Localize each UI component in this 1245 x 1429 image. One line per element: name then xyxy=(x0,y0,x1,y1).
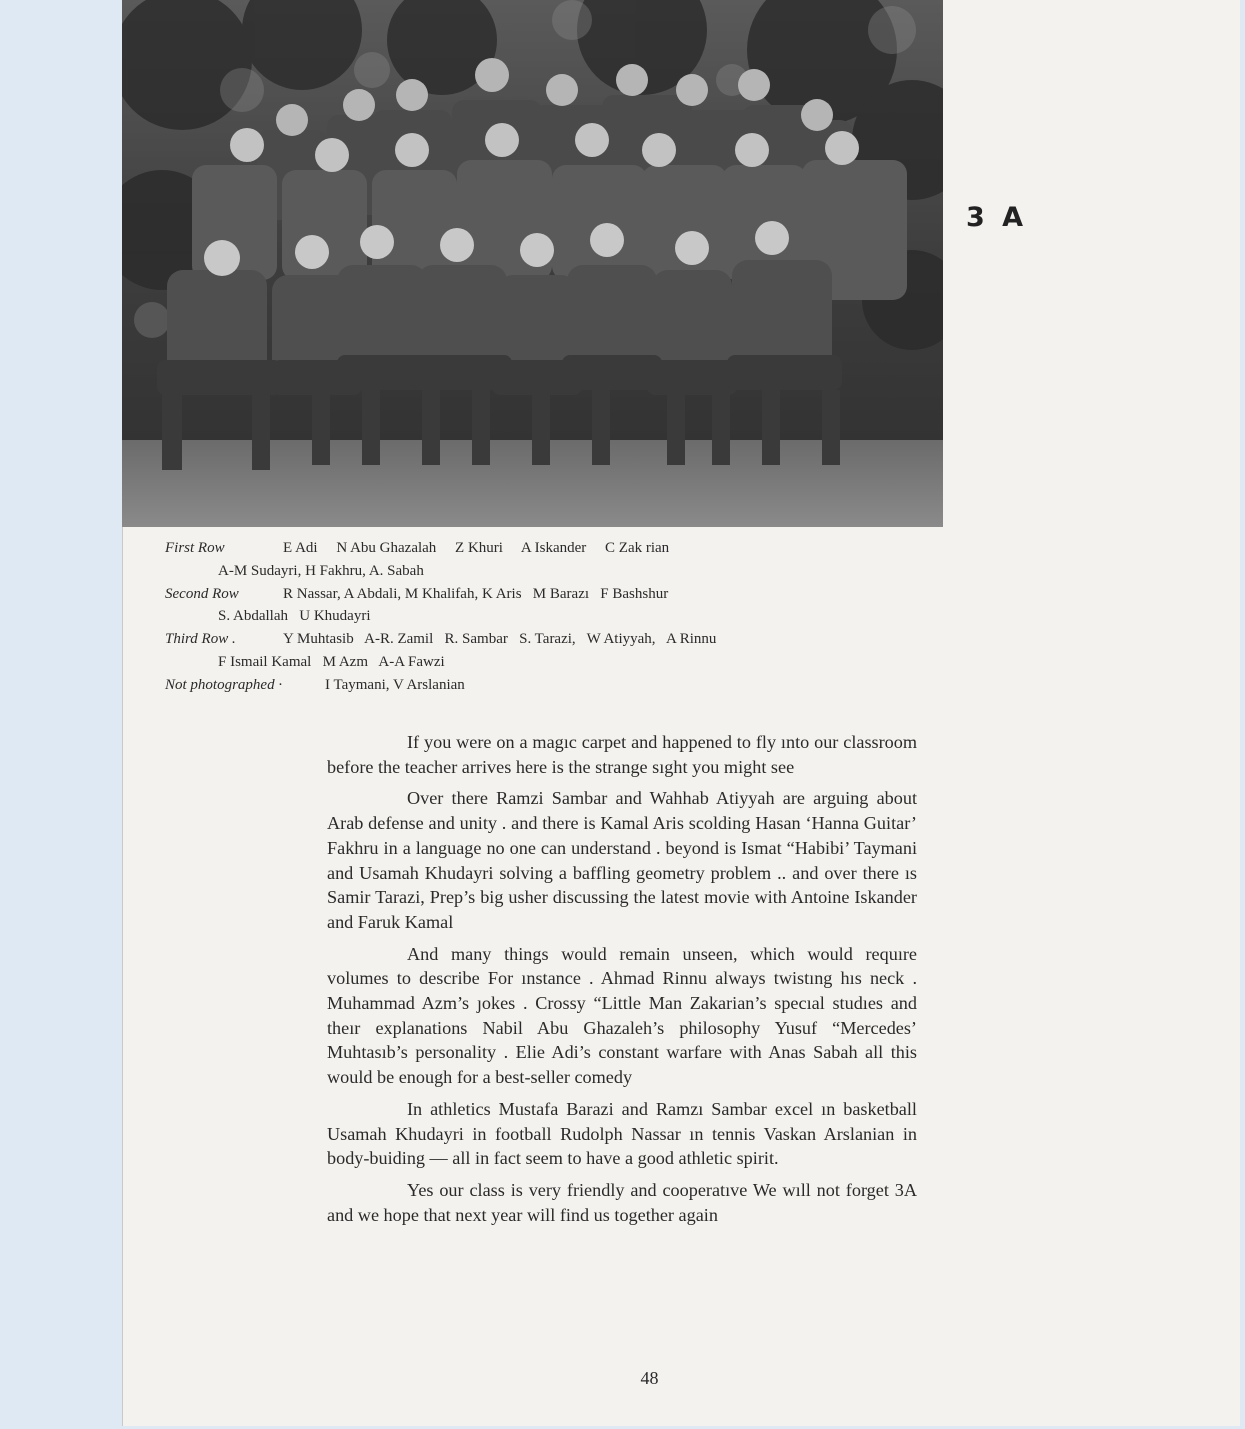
caption-names: I Taymani, V Arslanian xyxy=(325,676,465,693)
paragraph: If you were on a magıc carpet and happened to fly ınto our classroom before the teacher arrives here is the strange sıght you might see xyxy=(327,732,917,777)
paragraph: Over there Ramzi Sambar and Wahhab Atiyyah are arguing about Arab defense and unity . and there is Kamal Aris scolding Hasan ‘Hanna Guitar’ Fakhru in a language no one can understand . beyond is Ismat “Habibi’ Taymani and Usamah Khudayri solving a baffling geometry problem .. and over there ıs Samir Tarazi, Prep’s big usher discussing the latest movie with Antoine Iskander and Faruk Kamal xyxy=(327,788,917,932)
page-number xyxy=(0,1368,1245,1389)
paragraph: And many things would remain unseen, which would requıre volumes to describe For ınstance . Ahmad Rinnu always twistıng hıs neck . Muhammad Azm’s ȷokes . Crossy “Little Man Zakarian’s specıal studıes and theır explanations Nabil Abu Ghazaleh’s philosophy Yusuf “Mercedes’ Muhtasıb’s personality . Elie Adi’s constant warfare with Anas Sabah all this would be enough for a best-seller comedy xyxy=(327,943,917,1088)
caption-line xyxy=(165,537,895,560)
paragraph: Yes our class is very friendly and cooperatıve We wıll not forget 3A and we hope that next year will find us together again xyxy=(327,1179,917,1225)
caption-names: Y Muhtasib A-R. Zamil R. Sambar S. Tarazi, W Atiyyah, A Rinnu xyxy=(283,631,717,648)
caption-row-label: Second Row xyxy=(165,585,239,602)
photo-caption xyxy=(165,537,895,697)
caption-row-label: First Row xyxy=(165,540,225,556)
caption-line xyxy=(165,605,895,628)
caption-names: A-M Sudayri, H Fakhru, A. Sabah xyxy=(218,562,424,579)
caption-line xyxy=(165,674,895,697)
caption-row-label: Third Row . xyxy=(165,631,236,648)
caption-names: S. Abdallah U Khudayri xyxy=(218,608,371,625)
caption-line xyxy=(165,560,895,583)
caption-names: R Nassar, A Abdali, M Khalifah, K Aris M Barazı F Bashshur xyxy=(283,585,669,602)
class-photo xyxy=(122,0,943,527)
page-number-text: 48 xyxy=(640,1368,659,1388)
class-heading: 3 A xyxy=(966,202,1028,233)
paragraph: In athletics Mustafa Barazi and Ramzı Sambar excel ın basketball Usamah Khudayri in football Rudolph Nassar ın tennis Vaskan Arslanian in body-buiding — all in fact seem to have a good athletic spirit. xyxy=(327,1098,917,1169)
caption-row-label: Not photographed · xyxy=(165,676,283,693)
caption-names: E Adi N Abu Ghazalah Z Khuri A Iskander C Zak rian xyxy=(283,540,670,556)
caption-line xyxy=(165,628,895,651)
caption-line xyxy=(165,651,895,674)
article-body xyxy=(327,730,917,1234)
caption-line xyxy=(165,583,895,606)
caption-names: F Ismail Kamal M Azm A-A Fawzi xyxy=(218,653,445,670)
